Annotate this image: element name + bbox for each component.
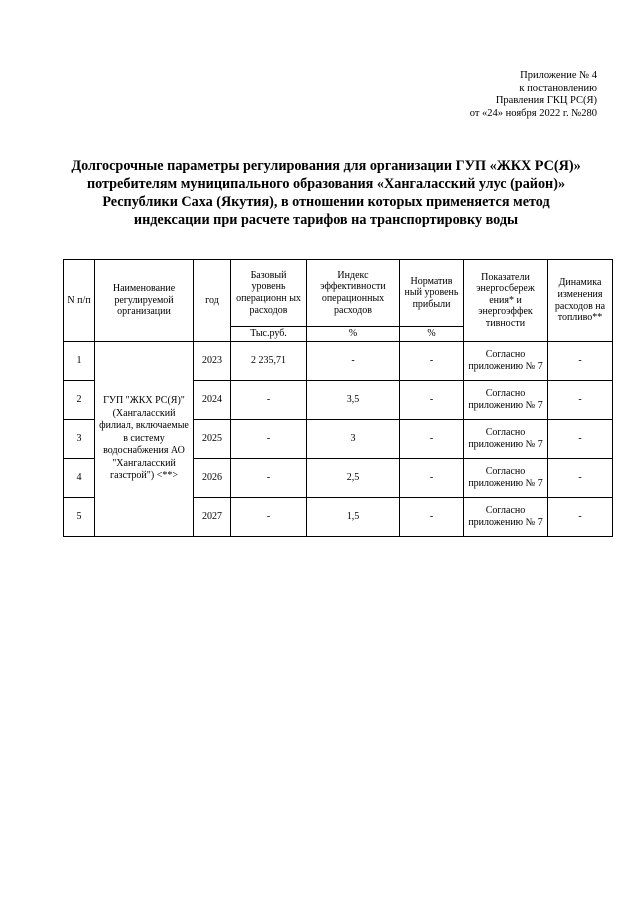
cell-year: 2023	[194, 342, 231, 381]
cell-fuel: -	[548, 381, 613, 420]
cell-index: 2,5	[307, 459, 400, 498]
parameters-table	[63, 259, 613, 537]
appendix-line: к постановлению	[519, 82, 597, 94]
cell-year: 2025	[194, 420, 231, 459]
cell-num: 2	[64, 381, 95, 420]
cell-energy: Согласно приложению № 7	[464, 459, 548, 498]
cell-num: 4	[64, 459, 95, 498]
cell-profit: -	[400, 498, 464, 537]
cell-energy: Согласно приложению № 7	[464, 420, 548, 459]
cell-index: 3,5	[307, 381, 400, 420]
header-energy: Показатели энергосбереж ения* и энергоэффек тивности	[464, 260, 548, 342]
cell-base: -	[231, 381, 307, 420]
cell-profit: -	[400, 459, 464, 498]
cell-fuel: -	[548, 459, 613, 498]
cell-fuel: -	[548, 342, 613, 381]
header-base: Базовый уровень операционн ых расходов	[231, 260, 307, 327]
table-header-row	[64, 260, 613, 327]
cell-profit: -	[400, 381, 464, 420]
cell-base: -	[231, 459, 307, 498]
cell-base: -	[231, 498, 307, 537]
cell-energy: Согласно приложению № 7	[464, 498, 548, 537]
cell-index: -	[307, 342, 400, 381]
cell-fuel: -	[548, 420, 613, 459]
document-title: Долгосрочные параметры регулирования для организации ГУП «ЖКХ РС(Я)» потребителям муниципального образования «Хангаласский улус (район)» Республики Саха (Якутия), в отношении которых применяется метод индексации при расчете тарифов на транспортировку воды	[71, 158, 581, 228]
cell-num: 1	[64, 342, 95, 381]
unit-index: %	[307, 327, 400, 342]
cell-profit: -	[400, 342, 464, 381]
cell-energy: Согласно приложению № 7	[464, 342, 548, 381]
cell-num: 5	[64, 498, 95, 537]
cell-index: 3	[307, 420, 400, 459]
table-row	[64, 342, 613, 381]
cell-year: 2026	[194, 459, 231, 498]
cell-energy: Согласно приложению № 7	[464, 381, 548, 420]
header-index: Индекс эффективности операционных расходов	[307, 260, 400, 327]
cell-base: -	[231, 420, 307, 459]
header-profit: Норматив ный уровень прибыли	[400, 260, 464, 327]
cell-year: 2027	[194, 498, 231, 537]
cell-year: 2024	[194, 381, 231, 420]
header-year: год	[194, 260, 231, 342]
cell-profit: -	[400, 420, 464, 459]
header-num: N п/п	[64, 260, 95, 342]
header-fuel: Динамика изменения расходов на топливо**	[548, 260, 613, 342]
cell-fuel: -	[548, 498, 613, 537]
cell-index: 1,5	[307, 498, 400, 537]
appendix-note	[470, 70, 597, 120]
appendix-line: от «24» ноября 2022 г. №280	[469, 107, 597, 119]
cell-num: 3	[64, 420, 95, 459]
cell-base: 2 235,71	[231, 342, 307, 381]
appendix-line: Приложение № 4	[520, 70, 597, 81]
cell-org-name: ГУП "ЖКХ РС(Я)" (Хангаласский филиал, включаемые в систему водоснабжения АО "Хангаласский газстрой") <**>	[95, 342, 194, 537]
unit-profit: %	[400, 327, 464, 342]
header-org: Наименование регулируемой организации	[95, 260, 194, 342]
appendix-line: Правления ГКЦ РС(Я)	[495, 95, 597, 106]
unit-base: Тыс.руб.	[231, 327, 307, 342]
